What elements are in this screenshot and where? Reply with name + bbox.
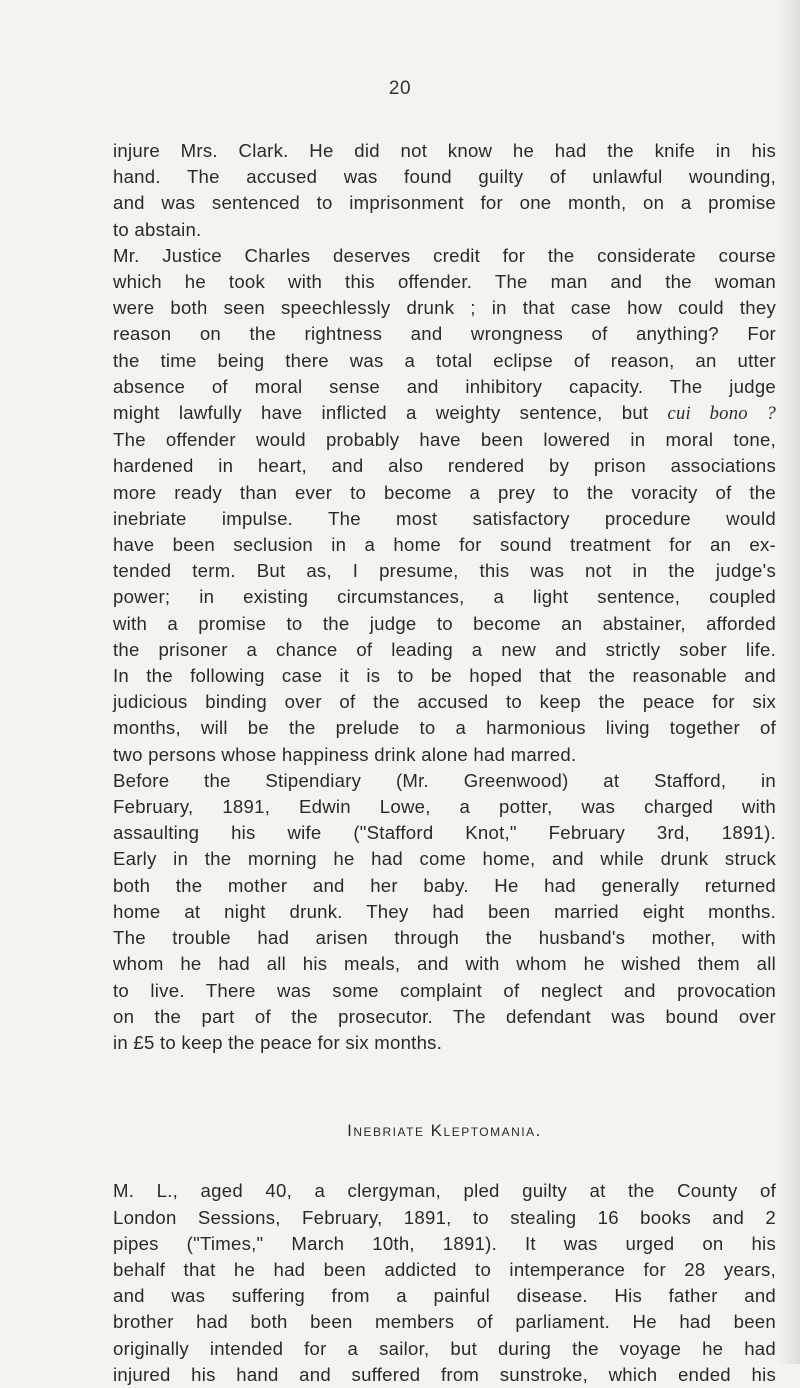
text-line: and was suffering from a painful disease. His father and: [113, 1285, 776, 1307]
text-line: the time being there was a total eclipse of reason, an utter: [113, 349, 776, 371]
text-line: the prisoner a chance of leading a new and strictly sober life.: [113, 638, 776, 660]
section-heading: Inebriate Kleptomania.: [347, 1121, 542, 1141]
page-edge-shadow: [778, 0, 800, 1364]
latin-phrase: cui bono ?: [667, 403, 776, 425]
text-line: power; in existing circumstances, a light sentence, coupled: [113, 586, 776, 608]
text-line: injure Mrs. Clark. He did not know he had the knife in his: [113, 140, 776, 161]
text-line: February, 1891, Edwin Lowe, a potter, was charged with: [113, 796, 776, 818]
text-line: reason on the rightness and wrongness of anything? For: [113, 323, 776, 345]
text-line: M. L., aged 40, a clergyman, pled guilty at the County of: [113, 1180, 776, 1202]
text-line: home at night drunk. They had been married eight months.: [113, 900, 776, 922]
text-line: Early in the morning he had come home, and while drunk struck: [113, 848, 776, 870]
section-spacer: [113, 1056, 776, 1118]
page-number: 20: [388, 78, 412, 99]
text-line: with a promise to the judge to become an abstainer, afforded: [113, 612, 776, 634]
paragraph-1: [113, 138, 776, 243]
text-line: more ready than ever to become a prey to the voracity of the: [113, 481, 776, 503]
text-line: have been seclusion in a home for sound treatment for an ex-: [113, 534, 776, 556]
text-line: to live. There was some complaint of neglect and provocation: [113, 979, 776, 1001]
text-line: Mr. Justice Charles deserves credit for the considerate course: [113, 244, 776, 266]
text-line: Before the Stipendiary (Mr. Greenwood) at Stafford, in: [113, 769, 776, 791]
text-line: inebriate impulse. The most satisfactory procedure would: [113, 507, 776, 529]
text-line: on the part of the prosecutor. The defendant was bound over: [113, 1005, 776, 1027]
text-line: and was sentenced to imprisonment for one month, on a promise: [113, 192, 776, 214]
text-line: in £5 to keep the peace for six months.: [113, 1031, 443, 1053]
text-line: to abstain.: [113, 218, 202, 240]
text-line: assaulting his wife ("Stafford Knot," February 3rd, 1891).: [113, 822, 776, 844]
text-line: In the following case it is to be hoped that the reasonable and: [113, 665, 776, 687]
text-line: two persons whose happiness drink alone had marred.: [113, 743, 577, 765]
text-line: The offender would probably have been lowered in moral tone,: [113, 429, 776, 451]
paragraph-3: [113, 768, 776, 1056]
text-line: might lawfully have inflicted a weighty sentence, but cui bono ?: [113, 402, 776, 425]
text-line: originally intended for a sailor, but during the voyage he had: [113, 1337, 776, 1359]
text-line: London Sessions, February, 1891, to stealing 16 books and 2: [113, 1206, 776, 1228]
text-line: injured his hand and suffered from sunstroke, which ended his: [113, 1363, 776, 1385]
text-line: which he took with this offender. The man and the woman: [113, 271, 776, 293]
text-line: brother had both been members of parliament. He had been: [113, 1311, 776, 1333]
text-line: months, will be the prelude to a harmonious living together of: [113, 717, 776, 739]
paragraph-4: [113, 1178, 776, 1388]
text-line: tended term. But as, I presume, this was not in the judge's: [113, 560, 776, 582]
text-line: behalf that he had been addicted to intemperance for 28 years,: [113, 1258, 776, 1280]
text-line: were both seen speechlessly drunk ; in that case how could they: [113, 297, 776, 319]
text-line: absence of moral sense and inhibitory capacity. The judge: [113, 375, 776, 397]
text-line: pipes ("Times," March 10th, 1891). It was urged on his: [113, 1232, 776, 1254]
text-line: hand. The accused was found guilty of unlawful wounding,: [113, 166, 776, 188]
text-line: hardened in heart, and also rendered by prison associations: [113, 455, 776, 477]
text-line: whom he had all his meals, and with whom he wished them all: [113, 953, 776, 975]
paragraph-2: [113, 243, 776, 768]
text-line: judicious binding over of the accused to keep the peace for six: [113, 691, 776, 713]
text-line: The trouble had arisen through the husband's mother, with: [113, 927, 776, 949]
body-text: [113, 138, 776, 1388]
text-line: both the mother and her baby. He had generally returned: [113, 874, 776, 896]
